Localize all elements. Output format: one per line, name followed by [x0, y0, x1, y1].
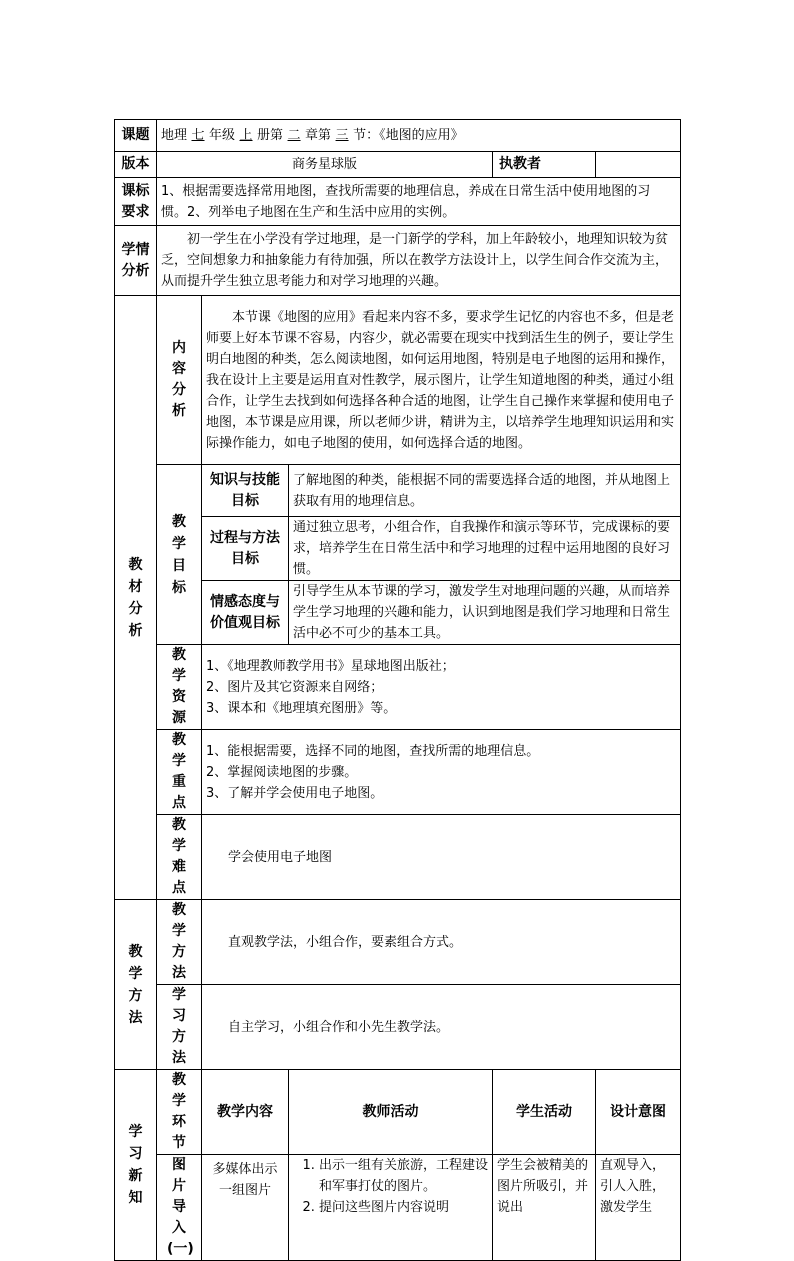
- list-item: 1. 出示一组有关旅游，工程建设和军事打仗的图片。: [319, 1155, 492, 1197]
- goal-text: 通过独立思考，小组合作，自我操作和演示等环节，完成课标的要求，培养学生在日常生活中和学习地理的过程中运用地图的良好习惯。: [289, 517, 681, 581]
- topic-value: 地理 七 年级 上 册第 二 章第 三 节：《地图的应用》: [157, 120, 681, 152]
- standard-text: 1、根据需要选择常用地图，查找所需要的地理信息，养成在日常生活中使用地图的习惯。2、列举电子地图在生产和生活中应用的实例。: [157, 178, 681, 226]
- resources-label: 教学资源: [157, 645, 202, 730]
- list-item: 3、课本和《地理填充图册》等。: [206, 700, 397, 716]
- grade-value: 七: [191, 128, 205, 143]
- column-header: 教学内容: [202, 1070, 289, 1155]
- lesson-plan-table: [114, 119, 680, 1261]
- student-analysis-label: 学情分析: [115, 226, 157, 296]
- teach-method-text: 直观教学法，小组合作，要素组合方式。: [202, 900, 681, 985]
- difficult-text: 学会使用电子地图: [202, 815, 681, 900]
- column-header: 教学环节: [157, 1070, 202, 1155]
- goal-name: 知识与技能目标: [202, 465, 289, 517]
- goals-label: 教学目标: [157, 465, 202, 645]
- column-header: 教师活动: [289, 1070, 493, 1155]
- list-item: 2、图片及其它资源来自网络；: [206, 679, 384, 695]
- teach-method-label: 教学方法: [157, 900, 202, 985]
- chapter-value: 二: [287, 128, 301, 143]
- list-item: 3、了解并学会使用电子地图。: [206, 785, 384, 801]
- stage-cell: 图片导入(一): [157, 1155, 202, 1261]
- edition-value: 商务星球版: [157, 152, 493, 178]
- learn-method-label: 学习方法: [157, 985, 202, 1070]
- teacher-cell: [289, 1155, 493, 1261]
- standard-label: 课标要求: [115, 178, 157, 226]
- teacher-label: 执教者: [493, 152, 596, 178]
- student-analysis-text: 初一学生在小学没有学过地理，是一门新学的学科，加上年龄较小，地理知识较为贫乏，空间想象力和抽象能力有待加强，所以在教学方法设计上，以学生间合作交流为主，从而提升学生独立思考能力和对学习地理的兴趣。: [157, 226, 681, 296]
- content-analysis-text: 本节课《地图的应用》看起来内容不多，要求学生记忆的内容也不多，但是老师要上好本节课不容易，内容少，就必需要在现实中找到活生生的例子，要让学生明白地图的种类，怎么阅读地图，如何运用地图，特别是电子地图的运用和操作，我在设计上主要是运用直对性教学，展示图片，让学生知道地图的种类，通过小组合作，让学生去找到如何选择各种合适的地图，让学生自己操作来掌握和使用电子地图，本节课是应用课，所以老师少讲，精讲为主，以培养学生地理知识运用和实际操作能力，如电子地图的使用，如何选择合适的地图。: [202, 296, 681, 465]
- goal-name: 情感态度与价值观目标: [202, 581, 289, 645]
- difficult-label: 教学难点: [157, 815, 202, 900]
- content-cell: 多媒体出示一组图片: [202, 1155, 289, 1261]
- list-item: 1、能根据需要，选择不同的地图，查找所需的地理信息。: [206, 743, 540, 759]
- topic-label: 课题: [115, 120, 157, 152]
- key-points-list: [202, 730, 681, 815]
- goal-name: 过程与方法目标: [202, 517, 289, 581]
- goal-text: 引导学生从本节课的学习，激发学生对地理问题的兴趣，从而培养学生学习地理的兴趣和能力，认识到地图是我们学习地理和日常生活中必不可少的基本工具。: [289, 581, 681, 645]
- student-cell: 学生会被精美的图片所吸引，并说出: [493, 1155, 596, 1261]
- column-header: 学生活动: [493, 1070, 596, 1155]
- process-label: 学习新知: [115, 1070, 157, 1261]
- methods-label: 教学方法: [115, 900, 157, 1070]
- list-item: 2、掌握阅读地图的步骤。: [206, 764, 358, 780]
- list-item: 2. 提问这些图片内容说明: [319, 1197, 492, 1218]
- volume-value: 上: [239, 128, 253, 143]
- section-value: 三: [335, 128, 349, 143]
- teacher-value: [596, 152, 681, 178]
- key-points-label: 教学重点: [157, 730, 202, 815]
- resources-list: [202, 645, 681, 730]
- intent-cell: 直观导入，引人入胜，激发学生: [596, 1155, 681, 1261]
- learn-method-text: 自主学习，小组合作和小先生教学法。: [202, 985, 681, 1070]
- material-label: 教材分析: [115, 296, 157, 900]
- content-analysis-label: 内容分析: [157, 296, 202, 465]
- list-item: 1、《地理教师教学用书》星球地图出版社；: [206, 658, 455, 674]
- goal-text: 了解地图的种类，能根据不同的需要选择合适的地图，并从地图上获取有用的地理信息。: [289, 465, 681, 517]
- edition-label: 版本: [115, 152, 157, 178]
- column-header: 设计意图: [596, 1070, 681, 1155]
